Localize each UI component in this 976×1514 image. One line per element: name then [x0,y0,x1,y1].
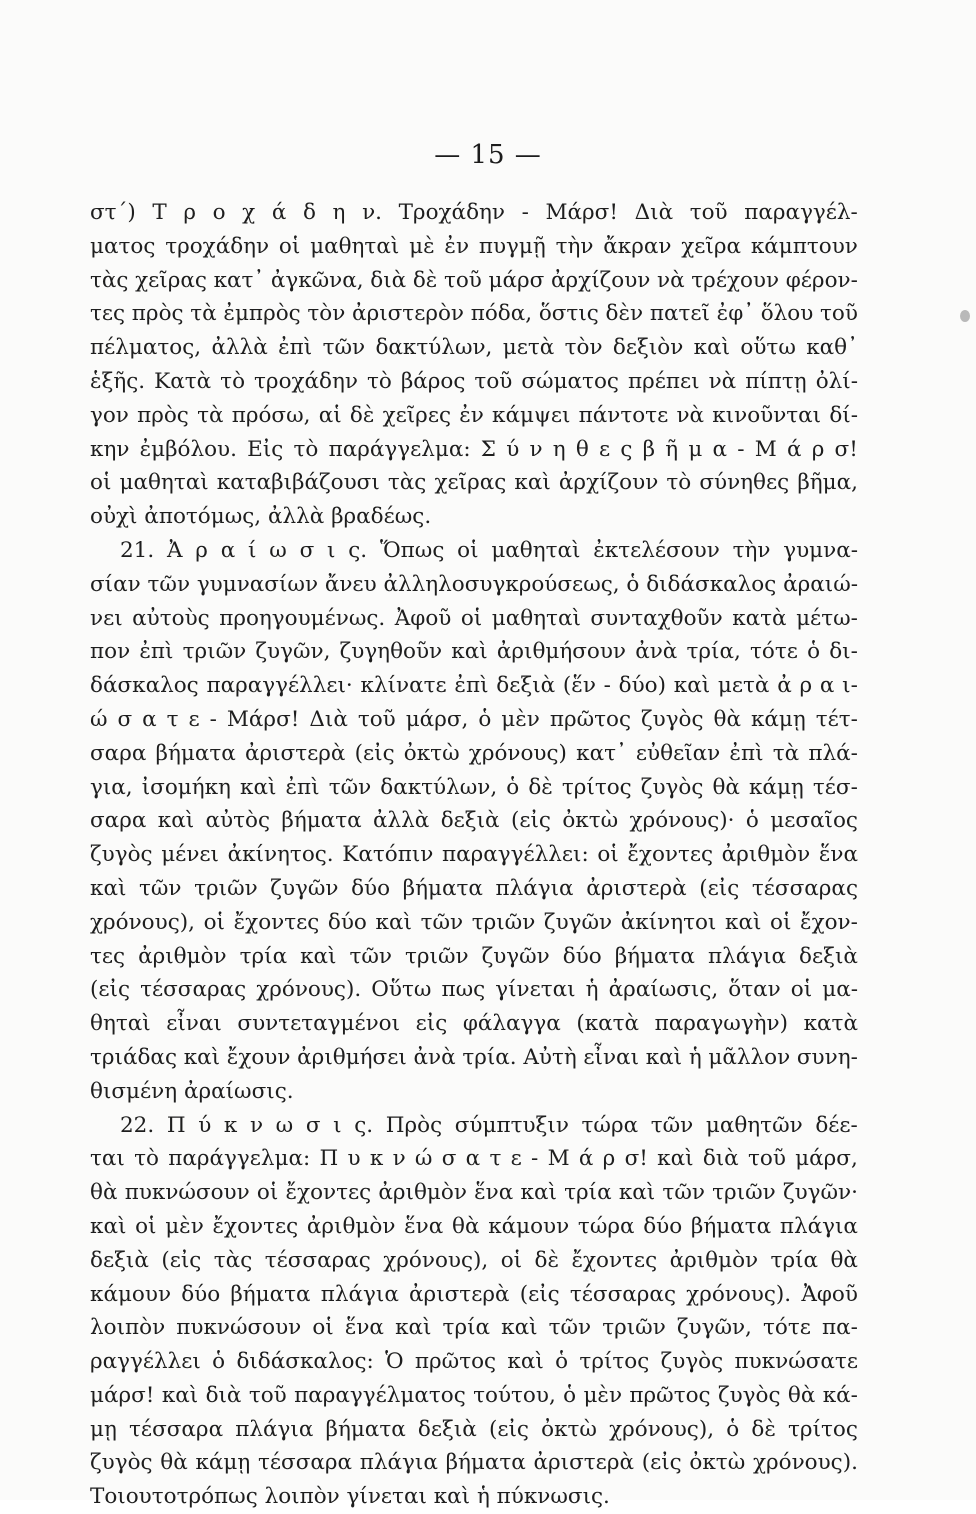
text-line: τὰς χεῖρας κατ᾽ ἀγκῶνα, διὰ δὲ τοῦ μάρσ ἀρχίζουν νὰ τρέχουν φέρον- [90,267,858,293]
text-line: μάρσ! καὶ διὰ τοῦ παραγγέλματος τούτου, ὁ μὲν πρῶτος ζυγὸς θὰ κά- [90,1382,858,1408]
text-line: δεξιὰ (εἰς τὰς τέσσαρας χρόνους), οἱ δὲ ἔχοντες ἀριθμὸν τρία θὰ [90,1247,858,1273]
text-line: ἑξῆς. Κατὰ τὸ τροχάδην τὸ βάρος τοῦ σώματος πρέπει νὰ πίπτῃ ὀλί- [90,368,858,394]
text-line: θηταὶ εἶναι συντεταγμένοι εἰς φάλαγγα (κατὰ παραγωγὴν) κατὰ [90,1011,858,1037]
text-line: για, ἰσομήκη καὶ ἐπὶ τῶν δακτύλων, ὁ δὲ τρίτος ζυγὸς θὰ κάμῃ τέσ- [90,774,858,800]
text-line: κην ἐμβόλου. Εἰς τὸ παράγγελμα: Σ ύ ν η θ ε ς β ῆ μ α - Μ ά ρ σ! [90,436,858,462]
text-line: ται τὸ παράγγελμα: Π υ κ ν ώ σ α τ ε - Μ ά ρ σ! καὶ διὰ τοῦ μάρσ, [90,1146,858,1172]
text-line: τες πρὸς τὰ ἐμπρὸς τὸν ἀριστερὸν πόδα, ὅστις δὲν πατεῖ ἐφ᾽ ὅλου τοῦ [90,301,858,327]
text-line: ζυγὸς μένει ἀκίνητος. Κατόπιν παραγγέλλει: οἱ ἔχοντες ἀριθμὸν ἕνα [90,842,858,868]
text-line: κάμουν δύο βήματα πλάγια ἀριστερὰ (εἰς τέσσαρας χρόνους). Ἀφοῦ [90,1281,858,1307]
text-line: τριάδας καὶ ἔχουν ἀριθμήσει ἀνὰ τρία. Αὐτὴ εἶναι καὶ ἡ μᾶλλον συνη- [90,1044,858,1070]
text-line: γον πρὸς τὰ πρόσω, αἱ δὲ χεῖρες ἐν κάμψει πάντοτε νὰ κινοῦνται δί- [90,402,858,428]
text-line: μῃ τέσσαρα πλάγια βήματα δεξιὰ (εἰς ὀκτὼ χρόνους), ὁ δὲ τρίτος [90,1416,858,1442]
text-line: χρόνους), οἱ ἔχοντες δύο καὶ τῶν τριῶν ζυγῶν ἀκίνητοι καὶ οἱ ἔχον- [90,909,858,935]
text-line: ώ σ α τ ε - Μάρσ! Διὰ τοῦ μάρσ, ὁ μὲν πρῶτος ζυγὸς θὰ κάμῃ τέτ- [90,706,858,732]
text-line: οἱ μαθηταὶ καταβιβάζουσι τὰς χεῖρας καὶ ἀρχίζουν τὸ σύνηθες βῆμα, [90,470,858,496]
text-line: πον ἐπὶ τριῶν ζυγῶν, ζυγηθοῦν καὶ ἀριθμήσουν ἀνὰ τρία, τότε ὁ δι- [90,639,858,665]
text-line: λοιπὸν πυκνώσουν οἱ ἕνα καὶ τρία καὶ τῶν τριῶν ζυγῶν, τότε πα- [90,1315,858,1341]
text-line: ζυγὸς θὰ κάμῃ τέσσαρα πλάγια βήματα ἀριστερὰ (εἰς ὀκτὼ χρόνους). [90,1450,858,1476]
text-line: στ΄) Τ ρ ο χ ά δ η ν. Τροχάδην - Μάρσ! Διὰ τοῦ παραγγέλ- [90,200,858,225]
text-line: πέλματος, ἀλλὰ ἐπὶ τῶν δακτύλων, μετὰ τὸν δεξιὸν καὶ οὕτω καθ᾽ [90,335,858,361]
text-line: 21. Ἀ ρ α ί ω σ ι ς. Ὅπως οἱ μαθηταὶ ἐκτελέσουν τὴν γυμνα- [120,537,858,563]
text-line: σαρα βήματα ἀριστερὰ (εἰς ὀκτὼ χρόνους) κατ᾽ εὐθεῖαν ἐπὶ τὰ πλά- [90,740,858,766]
text-line: ματος τροχάδην οἱ μαθηταὶ μὲ ἐν πυγμῇ τὴν ἄκραν χεῖρα κάμπτουν [90,233,858,259]
text-line: οὐχὶ ἀποτόμως, ἀλλὰ βραδέως. [90,504,432,530]
text-line: 22. Π ύ κ ν ω σ ι ς. Πρὸς σύμπτυξιν τώρα τῶν μαθητῶν δέε- [120,1112,858,1138]
text-line: τες ἀριθμὸν τρία καὶ τῶν τριῶν ζυγῶν δύο βήματα πλάγια δεξιὰ [90,943,858,969]
body-text [90,196,858,1514]
text-line: δάσκαλος παραγγέλλει· κλίνατε ἐπὶ δεξιὰ (ἕν - δύο) καὶ μετὰ ἀ ρ α ι- [90,673,858,699]
text-line: (εἰς τέσσαρας χρόνους). Οὕτω πως γίνεται ἡ ἀραίωσις, ὅταν οἱ μα- [90,977,858,1003]
text-line: ραγγέλλει ὁ διδάσκαλος: Ὁ πρῶτος καὶ ὁ τρίτος ζυγὸς πυκνώσατε [90,1349,858,1375]
text-line: θὰ πυκνώσουν οἱ ἔχοντες ἀριθμὸν ἕνα καὶ τρία καὶ τῶν τριῶν ζυγῶν· [90,1180,858,1206]
margin-speck [960,310,970,322]
text-line: σαρα καὶ αὐτὸς βήματα ἀλλὰ δεξιὰ (εἰς ὀκτὼ χρόνους)· ὁ μεσαῖος [90,808,858,834]
page-number: — 15 — [434,140,542,170]
text-line: νει αὐτοὺς προηγουμένως. Ἀφοῦ οἱ μαθηταὶ συνταχθοῦν κατὰ μέτω- [90,605,858,631]
text-line: Τοιουτοτρόπως λοιπὸν γίνεται καὶ ἡ πύκνωσις. [90,1484,610,1510]
text-line: καὶ οἱ μὲν ἔχοντες ἀριθμὸν ἕνα θὰ κάμουν τώρα δύο βήματα πλάγια [90,1213,858,1239]
text-line: θισμένη ἀραίωσις. [90,1078,294,1104]
text-line: καὶ τῶν τριῶν ζυγῶν δύο βήματα πλάγια ἀριστερὰ (εἰς τέσσαρας [90,875,858,901]
text-line: σίαν τῶν γυμνασίων ἄνευ ἀλληλοσυγκρούσεως, ὁ διδάσκαλος ἀραιώ- [90,571,858,597]
